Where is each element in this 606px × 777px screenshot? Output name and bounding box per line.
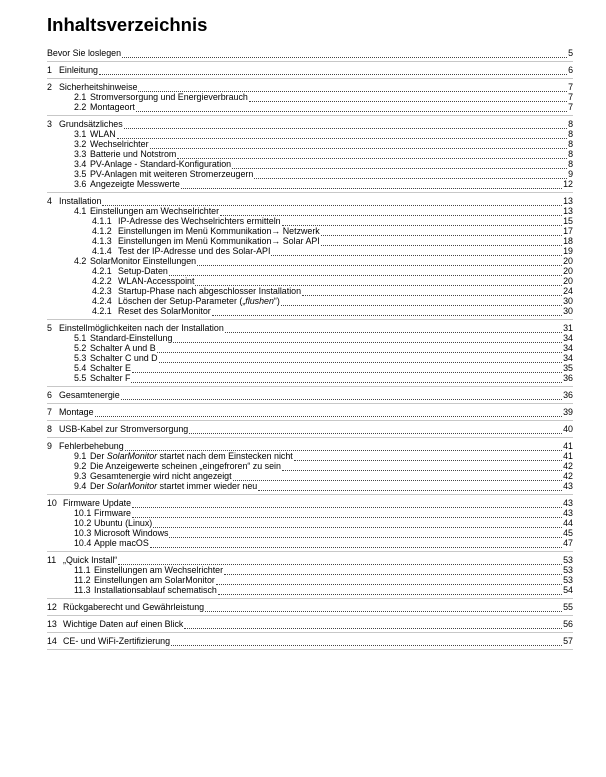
toc-leader	[171, 638, 562, 646]
toc-entry-number: 5.4	[74, 363, 87, 373]
toc-leader	[99, 67, 567, 75]
toc-leader	[177, 151, 567, 159]
toc-entry-text: Startup-Phase nach abgeschlosser Installation	[118, 286, 302, 296]
toc-page-number: 13	[563, 206, 573, 216]
table-of-contents	[0, 48, 606, 653]
toc-separator	[47, 649, 573, 650]
toc-entry-4-2-1[interactable]	[0, 266, 606, 276]
toc-page-number: 53	[563, 565, 573, 575]
toc-page-number: 5	[568, 48, 573, 58]
toc-page-number: 15	[563, 216, 573, 226]
toc-entry-text	[90, 451, 293, 461]
toc-entry-text: Firmware Update	[63, 498, 132, 508]
toc-page-number: 8	[568, 149, 573, 159]
toc-entry-text: Batterie und Notstrom	[90, 149, 177, 159]
toc-entry-text: Gesamtenergie	[59, 390, 120, 400]
toc-leader	[184, 621, 562, 629]
toc-entry-text: Einstellungen am SolarMonitor	[94, 575, 215, 585]
toc-entry-text: Sicherheitshinweise	[59, 82, 138, 92]
toc-page-number: 53	[563, 555, 573, 565]
toc-entry-text: Installationsablauf schematisch	[94, 585, 217, 595]
toc-entry-text: Einstellungen am Wechselrichter	[90, 206, 220, 216]
toc-entry-number: 11.3	[74, 585, 91, 595]
toc-entry-number: 5	[47, 323, 52, 333]
toc-entry-number: 3.5	[74, 169, 87, 179]
toc-entry-number: 2.1	[74, 92, 87, 102]
toc-page-number: 18	[563, 236, 573, 246]
toc-page-number: 54	[563, 585, 573, 595]
toc-entry-text: USB-Kabel zur Stromversorgung	[59, 424, 189, 434]
toc-entry-1[interactable]	[0, 65, 606, 75]
toc-leader	[232, 161, 567, 169]
toc-page-number: 20	[563, 256, 573, 266]
toc-leader	[189, 426, 562, 434]
toc-leader	[125, 443, 562, 451]
toc-entry-2-1[interactable]	[0, 92, 606, 102]
toc-leader	[216, 577, 562, 585]
toc-separator	[47, 632, 573, 633]
toc-page-number: 20	[563, 276, 573, 286]
toc-entry-number: 4	[47, 196, 52, 206]
toc-entry-text: Rückgaberecht und Gewährleistung	[63, 602, 205, 612]
toc-entry-4-1-4[interactable]	[0, 246, 606, 256]
toc-entry-4-1-1[interactable]	[0, 216, 606, 226]
toc-entry-text: Einleitung	[59, 65, 98, 75]
toc-page-number: 45	[563, 528, 573, 538]
toc-entry-4-2-4[interactable]	[0, 296, 606, 306]
toc-leader	[132, 365, 562, 373]
toc-page-number: 13	[563, 196, 573, 206]
toc-entry-text: IP-Adresse des Wechselrichters ermitteln	[118, 216, 281, 226]
toc-text-emphasis: flushen	[245, 296, 274, 306]
toc-entry-10[interactable]	[0, 498, 606, 508]
toc-page-number: 40	[563, 424, 573, 434]
toc-leader	[121, 392, 562, 400]
toc-page-number: 34	[563, 353, 573, 363]
toc-text-part: Der	[90, 481, 107, 491]
toc-page-number: 41	[563, 441, 573, 451]
toc-page-number: 39	[563, 407, 573, 417]
toc-entry-text: Wechselrichter	[90, 139, 149, 149]
toc-leader	[150, 540, 562, 548]
toc-leader	[159, 355, 563, 363]
toc-page-number: 30	[563, 296, 573, 306]
toc-leader	[124, 121, 567, 129]
toc-page-number: 53	[563, 575, 573, 585]
toc-entry-9[interactable]	[0, 441, 606, 451]
toc-entry-4-1[interactable]	[0, 206, 606, 216]
toc-entry-number: 4.2.1	[92, 306, 112, 316]
toc-separator	[47, 192, 573, 193]
toc-entry-text: Microsoft Windows	[94, 528, 169, 538]
toc-text-part: Der	[90, 451, 107, 461]
toc-entry-4[interactable]	[0, 196, 606, 206]
toc-entry-number: 9.4	[74, 481, 87, 491]
toc-page-number: 6	[568, 65, 573, 75]
toc-page-number: 36	[563, 373, 573, 383]
toc-entry-number: 12	[47, 602, 57, 612]
toc-page-number: 34	[563, 333, 573, 343]
toc-entry-number: 1	[47, 65, 52, 75]
toc-entry-text	[90, 481, 257, 491]
toc-entry-11[interactable]	[0, 555, 606, 565]
toc-leader	[282, 463, 562, 471]
toc-page-number: 31	[563, 323, 573, 333]
toc-leader	[282, 218, 563, 226]
toc-entry-number: 3.6	[74, 179, 87, 189]
toc-leader	[258, 483, 562, 491]
toc-entry-number: 11.1	[74, 565, 91, 575]
toc-entry-4-1-2[interactable]	[0, 226, 606, 236]
toc-page-number: 24	[563, 286, 573, 296]
toc-entry-text	[118, 296, 280, 306]
toc-entry-10-2[interactable]	[0, 518, 606, 528]
toc-entry-8[interactable]	[0, 424, 606, 434]
toc-leader	[281, 298, 562, 306]
toc-leader	[249, 94, 567, 102]
toc-page-number: 7	[568, 82, 573, 92]
toc-separator	[47, 551, 573, 552]
toc-leader	[254, 171, 567, 179]
toc-page-number: 34	[563, 343, 573, 353]
toc-entry-5[interactable]	[0, 323, 606, 333]
toc-entry-text: Einstellungen am Wechselrichter	[94, 565, 224, 575]
toc-leader	[181, 181, 562, 189]
toc-entry-text: Apple macOS	[94, 538, 149, 548]
toc-text-emphasis: SolarMonitor	[106, 481, 158, 491]
toc-page-number: 8	[568, 139, 573, 149]
toc-entry-7[interactable]	[0, 407, 606, 417]
toc-leader	[117, 131, 567, 139]
toc-entry-number: 4.1.1	[92, 216, 112, 226]
toc-entry-number: 13	[47, 619, 57, 629]
toc-entry-number: 2.2	[74, 102, 87, 112]
toc-leader	[131, 375, 562, 383]
toc-entry-text: WLAN	[90, 129, 116, 139]
toc-entry-number: 4.2	[74, 256, 87, 266]
toc-page-number: 36	[563, 390, 573, 400]
toc-entry-number: 3.2	[74, 139, 87, 149]
toc-entry-number: 11	[47, 555, 57, 565]
toc-separator	[47, 437, 573, 438]
toc-entry-number: 9.2	[74, 461, 87, 471]
toc-separator	[47, 115, 573, 116]
toc-text-part: startet nach dem Einstecken nicht	[157, 451, 293, 461]
toc-leader	[294, 453, 562, 461]
toc-entry-number: 2	[47, 82, 52, 92]
toc-entry-5-2[interactable]	[0, 343, 606, 353]
toc-page-number: 8	[568, 119, 573, 129]
toc-page-number: 41	[563, 451, 573, 461]
toc-entry-number: 4.2.2	[92, 276, 112, 286]
toc-entry-9-3[interactable]	[0, 471, 606, 481]
toc-entry-number: 4.2.3	[92, 286, 112, 296]
toc-entry-number: 4.1.4	[92, 246, 112, 256]
toc-page-number: 56	[563, 619, 573, 629]
toc-text-part: startet immer wieder neu	[157, 481, 258, 491]
toc-page-number: 43	[563, 498, 573, 508]
toc-entry-number: 5.3	[74, 353, 87, 363]
toc-entry-text: „Quick Install“	[63, 555, 118, 565]
toc-entry-12[interactable]	[0, 602, 606, 612]
toc-entry-text: Bevor Sie loslegen	[47, 48, 122, 58]
toc-page-number: 12	[563, 179, 573, 189]
toc-separator	[47, 319, 573, 320]
toc-entry-text: Firmware	[94, 508, 131, 518]
toc-separator	[47, 420, 573, 421]
toc-entry-9-1[interactable]	[0, 451, 606, 461]
toc-leader	[157, 345, 563, 353]
toc-separator	[47, 403, 573, 404]
toc-entry-2-2[interactable]	[0, 102, 606, 112]
toc-leader	[153, 520, 562, 528]
toc-page-number: 44	[563, 518, 573, 528]
toc-entry-3-6[interactable]	[0, 179, 606, 189]
toc-entry-preface[interactable]	[0, 48, 606, 58]
toc-page-number: 30	[563, 306, 573, 316]
toc-separator	[47, 598, 573, 599]
toc-text-part: “)	[273, 296, 280, 306]
toc-entry-number: 6	[47, 390, 52, 400]
toc-separator	[47, 61, 573, 62]
toc-entry-text: Einstellmöglichkeiten nach der Installation	[59, 323, 224, 333]
toc-entry-3-2[interactable]	[0, 139, 606, 149]
toc-entry-4-2-1-reset[interactable]	[0, 306, 606, 316]
toc-leader	[132, 510, 562, 518]
toc-separator	[47, 386, 573, 387]
toc-entry-number: 8	[47, 424, 52, 434]
toc-page-number: 47	[563, 538, 573, 548]
toc-leader	[220, 208, 562, 216]
toc-entry-text: Die Anzeigewerte scheinen „eingefroren“ zu sein	[90, 461, 281, 471]
toc-entry-text: Einstellungen im Menü Kommunikation→ Netzwerk	[118, 226, 320, 236]
toc-entry-number: 14	[47, 636, 57, 646]
toc-entry-2[interactable]	[0, 82, 606, 92]
toc-leader	[138, 84, 567, 92]
toc-entry-number: 9	[47, 441, 52, 451]
toc-page-number: 17	[563, 226, 573, 236]
toc-entry-4-1-3[interactable]	[0, 236, 606, 246]
toc-entry-5-5[interactable]	[0, 373, 606, 383]
toc-entry-number: 4.1.3	[92, 236, 112, 246]
toc-leader	[233, 473, 563, 481]
toc-entry-text: Schalter A und B	[90, 343, 156, 353]
toc-page-number: 57	[563, 636, 573, 646]
toc-entry-number: 3.1	[74, 129, 87, 139]
toc-separator	[47, 615, 573, 616]
toc-entry-3-1[interactable]	[0, 129, 606, 139]
toc-entry-6[interactable]	[0, 390, 606, 400]
toc-entry-text: Reset des SolarMonitor	[118, 306, 211, 316]
toc-leader	[122, 50, 567, 58]
toc-entry-4-2-2[interactable]	[0, 276, 606, 286]
toc-entry-text: Einstellungen im Menü Kommunikation→ Solar API	[118, 236, 320, 246]
toc-entry-text: Gesamtenergie wird nicht angezeigt	[90, 471, 232, 481]
toc-leader	[321, 228, 562, 236]
toc-entry-text: Montage	[59, 407, 94, 417]
toc-page-number: 9	[568, 169, 573, 179]
toc-entry-number: 10	[47, 498, 57, 508]
toc-entry-number: 10.4	[74, 538, 92, 548]
toc-entry-text: WLAN-Accesspoint	[118, 276, 195, 286]
toc-entry-text: Test der IP-Adresse und des Solar-API	[118, 246, 271, 256]
toc-entry-text: Wichtige Daten auf einen Blick	[63, 619, 184, 629]
toc-entry-text: Installation	[59, 196, 102, 206]
toc-entry-text: PV-Anlagen mit weiteren Stromerzeugern	[90, 169, 254, 179]
toc-entry-5-1[interactable]	[0, 333, 606, 343]
toc-entry-10-4[interactable]	[0, 538, 606, 548]
toc-entry-text: Fehlerbehebung	[59, 441, 124, 451]
toc-text-part: Löschen der Setup-Parameter („	[118, 296, 246, 306]
toc-entry-13[interactable]	[0, 619, 606, 629]
toc-leader	[205, 604, 562, 612]
toc-leader	[197, 258, 562, 266]
toc-entry-text: Schalter C und D	[90, 353, 158, 363]
toc-leader	[132, 500, 562, 508]
toc-entry-number: 9.1	[74, 451, 87, 461]
toc-page-number: 42	[563, 471, 573, 481]
toc-entry-number: 4.1.2	[92, 226, 112, 236]
toc-entry-number: 3.4	[74, 159, 87, 169]
toc-entry-11-3[interactable]	[0, 585, 606, 595]
toc-entry-text: Stromversorgung und Energieverbrauch	[90, 92, 248, 102]
toc-entry-number: 4.1	[74, 206, 87, 216]
toc-page-number: 8	[568, 129, 573, 139]
toc-text-emphasis: SolarMonitor	[106, 451, 158, 461]
toc-page-number: 35	[563, 363, 573, 373]
toc-entry-text: Schalter E	[90, 363, 131, 373]
toc-entry-text: PV-Anlage - Standard-Konfiguration	[90, 159, 232, 169]
toc-entry-number: 11.2	[74, 575, 91, 585]
toc-leader	[225, 325, 562, 333]
toc-entry-9-2[interactable]	[0, 461, 606, 471]
toc-entry-10-3[interactable]	[0, 528, 606, 538]
toc-page-number: 55	[563, 602, 573, 612]
toc-entry-number: 3.3	[74, 149, 87, 159]
toc-entry-5-3[interactable]	[0, 353, 606, 363]
toc-entry-10-1[interactable]	[0, 508, 606, 518]
toc-page-number: 7	[568, 92, 573, 102]
toc-page-number: 8	[568, 159, 573, 169]
toc-entry-number: 3	[47, 119, 52, 129]
toc-leader	[102, 198, 562, 206]
toc-entry-number: 10.2	[74, 518, 92, 528]
toc-leader	[212, 308, 562, 316]
toc-entry-4-2[interactable]	[0, 256, 606, 266]
toc-entry-4-2-3[interactable]	[0, 286, 606, 296]
toc-leader	[195, 278, 562, 286]
toc-entry-text: Grundsätzliches	[59, 119, 123, 129]
toc-entry-11-1[interactable]	[0, 565, 606, 575]
toc-entry-text: Setup-Daten	[118, 266, 168, 276]
toc-entry-3[interactable]	[0, 119, 606, 129]
toc-entry-text: SolarMonitor Einstellungen	[90, 256, 197, 266]
toc-entry-text: CE- und WiFi-Zertifizierung	[63, 636, 171, 646]
toc-page-number: 43	[563, 481, 573, 491]
toc-page-number: 19	[563, 246, 573, 256]
toc-separator	[47, 494, 573, 495]
toc-page-number: 42	[563, 461, 573, 471]
toc-leader	[95, 409, 563, 417]
toc-entry-number: 5.2	[74, 343, 87, 353]
toc-leader	[136, 104, 567, 112]
toc-entry-3-5[interactable]	[0, 169, 606, 179]
toc-entry-3-4[interactable]	[0, 159, 606, 169]
toc-leader	[218, 587, 562, 595]
toc-leader	[224, 567, 562, 575]
toc-leader	[169, 268, 562, 276]
toc-leader	[302, 288, 562, 296]
toc-entry-14[interactable]	[0, 636, 606, 646]
toc-leader	[150, 141, 568, 149]
toc-entry-number: 5.1	[74, 333, 87, 343]
toc-page-number: 43	[563, 508, 573, 518]
toc-entry-text: Standard-Einstellung	[90, 333, 173, 343]
toc-entry-number: 10.3	[74, 528, 92, 538]
toc-entry-text: Ubuntu (Linux)	[94, 518, 153, 528]
toc-leader	[173, 335, 562, 343]
toc-leader	[271, 248, 562, 256]
toc-entry-number: 4.2.4	[92, 296, 112, 306]
toc-entry-text: Schalter F	[90, 373, 131, 383]
toc-page-number: 20	[563, 266, 573, 276]
toc-entry-9-4[interactable]	[0, 481, 606, 491]
toc-entry-number: 10.1	[74, 508, 92, 518]
toc-entry-number: 4.2.1	[92, 266, 112, 276]
toc-entry-text: Angezeigte Messwerte	[90, 179, 180, 189]
toc-page-number: 7	[568, 102, 573, 112]
toc-entry-number: 9.3	[74, 471, 87, 481]
toc-entry-text: Montageort	[90, 102, 135, 112]
toc-entry-5-4[interactable]	[0, 363, 606, 373]
toc-leader	[118, 557, 562, 565]
toc-entry-number: 5.5	[74, 373, 87, 383]
toc-entry-3-3[interactable]	[0, 149, 606, 159]
page-title: Inhaltsverzeichnis	[47, 14, 208, 35]
toc-leader	[321, 238, 562, 246]
toc-entry-11-2[interactable]	[0, 575, 606, 585]
toc-separator	[47, 78, 573, 79]
toc-entry-number: 7	[47, 407, 52, 417]
toc-leader	[169, 530, 562, 538]
